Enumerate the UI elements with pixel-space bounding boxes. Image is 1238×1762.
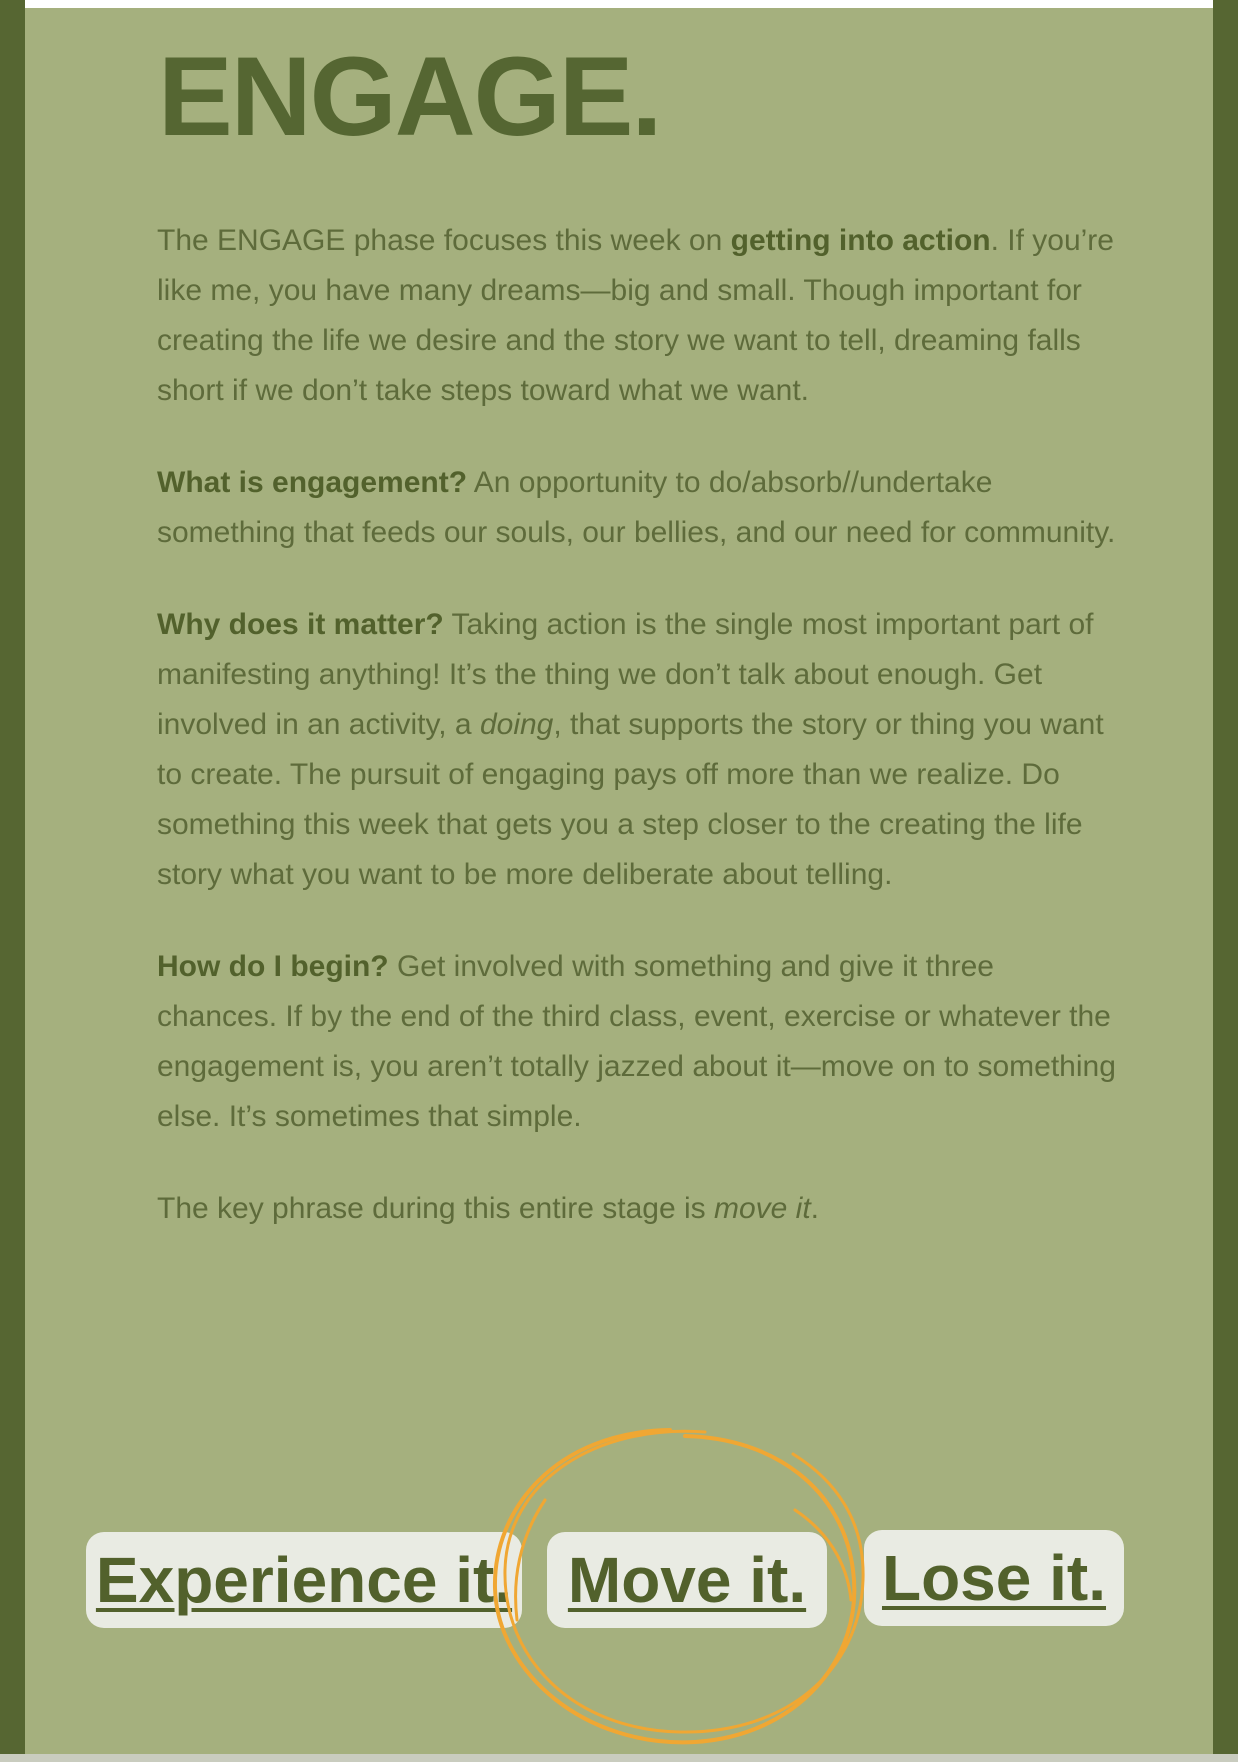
intro-paragraph: The ENGAGE phase focuses this week on getting into action. If you’re like me, you have many dreams—big and small. Though important for creating the life we desire and the story we want to tell, dreaming falls short if we don’t take steps toward what we want. xyxy=(157,224,1114,407)
article-body xyxy=(157,216,1117,1234)
why-question: Why does it matter? xyxy=(157,608,444,641)
key-phrase-paragraph: The key phrase during this entire stage is move it. xyxy=(157,1192,820,1225)
top-strip xyxy=(25,0,1213,8)
experience-it-button[interactable]: Experience it. xyxy=(86,1532,522,1628)
intro-emphasis: getting into action xyxy=(730,224,991,257)
content-panel xyxy=(25,0,1213,1754)
move-it-button[interactable]: Move it. xyxy=(547,1532,827,1628)
key-phrase-italic: move it xyxy=(713,1192,811,1225)
what-question: What is engagement? xyxy=(157,466,468,499)
how-question: How do I begin? xyxy=(157,950,389,983)
page-title: ENGAGE. xyxy=(158,34,661,159)
how-paragraph: How do I begin? Get involved with something and give it three chances. If by the end of the third class, event, exercise or whatever the engagement is, you aren’t totally jazzed about it—move on to something else. It’s sometimes that simple. xyxy=(157,950,1116,1133)
why-italic: doing xyxy=(479,708,554,741)
lose-it-button[interactable]: Lose it. xyxy=(864,1530,1124,1626)
why-paragraph: Why does it matter? Taking action is the single most important part of manifesting anything! It’s the thing we don’t talk about enough. Get involved in an activity, a doing, that supports the story or thing you want to create. The pursuit of engaging pays off more than we realize. Do something this week that gets you a step closer to the creating the life story what you want to be more deliberate about telling. xyxy=(157,608,1104,891)
what-paragraph: What is engagement? An opportunity to do/absorb//undertake something that feeds our souls, our bellies, and our need for community. xyxy=(157,466,1116,549)
